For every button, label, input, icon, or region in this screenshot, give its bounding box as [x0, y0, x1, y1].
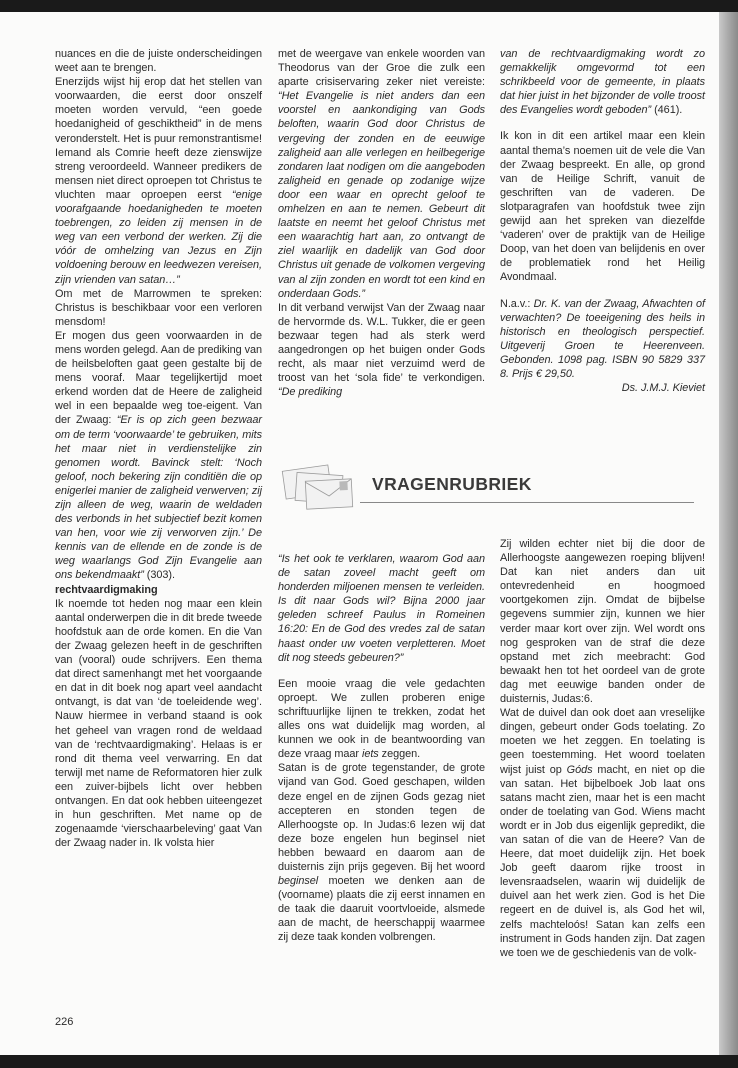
paragraph: Een mooie vraag die vele gedachten oproept. We zullen proberen enige schriftuurlijke lijnen te trekken, zodat het alles ons wat duidelijk mag worden, al kunnen we ook in de beantwoording van deze vraag maar iets zeggen. — [278, 677, 485, 761]
paragraph: met de weergave van enkele woorden van Theodorus van der Groe die zulk een aparte crisiservaring zeker niet vereiste: “Het Evangelie is niet anders dan een voorstel en aankondiging van Gods beloften, waarin God door Christus de vergeving der zonden en de eeuwige zaligheid aan alle verlegen en heilbegerige zondaren laat nodigen om die aangeboden zaligheid en genade op zodanige wijze door een waar en oprecht geloof te omhelzen en aan te nemen. Gebeurt dit laatste en neemt het geloof Christus met een waarachtig hart aan, zo ontvangt de ziel waarlijk en dadelijk van God door Christus uit genade de volkomen vergeving van al zijn zonden en wordt tot een kind en onderdaan Gods.” — [278, 48, 485, 300]
column-right-top — [500, 47, 705, 395]
quote: “Er is op zich geen bezwaar om de term ‘voorwaarde’ te gebruiken, mits het maar niet in verdienstelijke zin genomen wordt. Bavinck stelt: ‘Noch geloof, noch bekering zijn conditiën die op enigerlei manier de zaligheid verwerven; zij zijn alleen de weg, waarin de weldaden des verbonds in het subjectief bezit komen van hen, voor wie zij verworven zijn.’ De kennis van de ellende en de zonde is de weg waarlangs God Zijn Evangelie aan ons bekendmaakt” — [55, 414, 262, 582]
paragraph: nuances en die de juiste onderscheidingen weet aan te brengen. — [55, 48, 262, 75]
paragraph: Om met de Marrowmen te spreken: Christus is beschikbaar voor een verloren mensdom! — [55, 287, 262, 328]
quote: van de rechtvaardigmaking wordt zo gemakkelijk omgevormd tot een schrikbeeld voor de gemeente, in plaats dat hier juist in het bijzonder de volle troost des Evangelies wordt geboden” — [500, 48, 705, 117]
paragraph: Er mogen dus geen voorwaarden in de mens worden gelegd. Aan de prediking van de heilsbeloften gaat geen gestalte bij de mens vooraf. Maar tegelijkertijd moet erkend worden dat de Heere de zaligheid wel in een bepaalde weg toe-eigent. Van der Zwaag: “Er is op zich geen bezwaar om de term ‘voorwaarde’ te gebruiken, mits het maar niet in verdienstelijke zin genomen wordt. Bavinck stelt: ‘Noch geloof, noch bekering zijn conditiën die op enigerlei manier de zaligheid verwerven; zij zijn alleen de weg, waarin de weldaden des verbonds in het subjectief bezit komen van hen, voor wie zij verworven zijn.’ De kennis van de ellende en de zonde is de weg waarlangs God Zijn Evangelie aan ons bekendmaakt” (303). — [55, 329, 262, 582]
rubric-title: VRAGENRUBRIEK — [372, 474, 532, 494]
column-left — [55, 47, 262, 850]
scan-top-border — [0, 0, 738, 12]
column-right-bottom — [500, 537, 705, 960]
paragraph: van de rechtvaardigmaking wordt zo gemakkelijk omgevormd tot een schrikbeeld voor de gemeente, in plaats dat hier juist in het bijzonder de volle troost des Evangelies wordt geboden” (461). — [500, 48, 705, 117]
paragraph: Satan is de grote tegenstander, de grote vijand van God. Goed geschapen, wilden deze engel en de zijnen Gods gezag niet accepteren en stonden tegen de Allerhoogste op. In Judas:6 lezen wij dat deze boze engelen hun beginsel niet hebben bewaard en daarom aan de duisternis zijn prijs gegeven. Bij het woord beginsel moeten we denken aan de (voorname) plaats die zij eerst innamen en de taak die daaruit voortvloeide, alsmede aan de macht, de heerschappij waarmee zij deze taak konden volbrengen. — [278, 762, 485, 944]
scan-right-edge — [719, 12, 738, 1055]
rubric-banner — [278, 460, 708, 520]
paragraph: In dit verband verwijst Van der Zwaag naar de hervormde ds. W.L. Tukker, die er geen bezwaar tegen had als sterk werd aangedrongen op het buigen onder Gods recht, als maar niet verzuimd werd de troost van het ‘sola fide’ te verkondigen. “De prediking — [278, 301, 485, 399]
title-underline — [360, 502, 694, 503]
envelope-stack-icon — [278, 460, 362, 520]
scan-bottom-border — [0, 1055, 738, 1068]
reader-question: “Is het ook te verklaren, waarom God aan de satan zoveel macht geeft om honderden miljoenen mensen te verleiden. Is dit naar Gods wil? Bijna 2000 jaar geleden schreef Paulus in Romeinen 16:20: En de God des vredes zal de satan haast onder uw voeten verpletteren. Moet dit nog steeds gebeuren?” — [278, 553, 485, 664]
paragraph: Wat de duivel dan ook doet aan vreselijke dingen, gebeurt onder Gods toelating. Zo moeten we het zeggen. En toelating is geen toestemming. Het woord toelaten wijst juist op Góds macht, en niet op die van satan. Het bijbelboek Job laat ons satans macht zien, maar het is een macht onder de toelating van God. Wiens macht wordt er in Job dus eigenlijk gepredikt, die van satan of die van de Heere? Van de Heere, dat moet duidelijk zijn. Het boek Job geeft daarom rijke troost in levensraadselen, waarin wij duidelijk de duivel aan het werk zien. God is het Die regeert en de duivel is, als God het wil, zelfs machteloós! Satan kan zelfs een instrument in Gods handen zijn. Dat zagen we toen we de geschiedenis van de volk- — [500, 707, 705, 959]
paragraph: Ik kon in dit een artikel maar een klein aantal thema’s noemen uit de vele die Van der Zwaag bespreekt. En alle, op grond van de Heilige Schrift, vanuit de geschriften van de vaderen. De slotparagrafen van hoofdstuk twee zijn gewijd aan het spreken van diezelfde ‘vaderen’ over de praktijk van de Heilige Doop, van het doen van belijdenis en over de problematiek rond het Heilig Avondmaal. — [500, 130, 705, 284]
paragraph: Enerzijds wijst hij erop dat het stellen van voorwaarden, die eerst door onszelf moeten worden vervuld, “een goede hoedanigheid of geschiktheid” in de mens veronderstelt. Het is puur remonstrantisme! Iemand als Comrie heeft deze zienswijze streng veroordeeld. Wanneer predikers de mensen niet direct oproepen tot Christus te vluchten maar oproepen eerst “enige voorafgaande hoedanigheden te moeten toebrengen, zo leiden zij mensen in de weg van een verbond der werken. Zij die vóór de omhelzing van Jezus en Zijn voldoening berouw en leedwezen vereisen, zijn vrienden van satan…” — [55, 76, 262, 286]
paragraph: Zij wilden echter niet bij die door de Allerhoogste aangewezen roeping blijven! Dat kan niet anders dan uit ontevredenheid en hoogmoed voortgekomen zijn. Omdat de bijbelse gegevens summier zijn, kunnen we hier verder maar kort over zijn. Wel wordt ons nog gesproken van de straf die deze opstand met zich meebracht: God bewaakt hen tot het oordeel van de grote dag met eeuwige banden onder de duisternis, Judas:6. — [500, 538, 705, 706]
column-middle-bottom — [278, 552, 485, 945]
quote: “De prediking — [278, 386, 343, 399]
author-signature: Ds. J.M.J. Kieviet — [621, 382, 705, 395]
paragraph: Ik noemde tot heden nog maar een klein aantal onderwerpen die in dit brede tweede hoofdstuk aan de orde komen. En die Van der Zwaag gelezen heeft in de geschriften van (vooral) oude schrijvers. Een thema dat direct samenhangt met het voorgaande en dat in dit boek nog apart veel aandacht ontvangt, is dat van ‘de toeleidende weg’. Nauw hiermee in verband staand is ook het geheel van vragen rond de weldaad van de ‘rechtvaardigmaking’. Helaas is er rond dit thema veel verwarring. En dat terwijl met name de Reformatoren hier zulk een zuiver-bijbels licht over hebben ontvangen. En dat ook hebben uiteengezet in hun geschriften. Met name op de zogenaamde ‘vierschaarbeleving’ gaat Van der Zwaag nader in. Ik volsta hier — [55, 597, 262, 850]
quote: “Het Evangelie is niet anders dan een voorstel en aankondiging van Gods beloften, waarin God door Christus de vergeving der zonden en de eeuwige zaligheid aan alle verlegen en heilbegerige zondaren laat nodigen om die aangeboden zaligheid en genade op zodanige wijze door een waar en oprecht geloof te omhelzen en aan te nemen. Gebeurt dit laatste en neemt het geloof Christus met een waarachtig hart aan, zo ontvangt de ziel waarlijk en dadelijk van God door Christus uit genade de volkomen vergeving van al zijn zonden en wordt tot een kind en onderdaan Gods.” — [278, 90, 485, 300]
section-heading: rechtvaardigmaking — [55, 583, 158, 596]
quote: “enige voorafgaande hoedanigheden te moeten toebrengen, zo leiden zij mensen in de weg van een verbond der werken. Zij die vóór de omhelzing van Jezus en Zijn voldoening berouw en leedwezen vereisen, zijn vrienden van satan…” — [55, 188, 262, 286]
page-number: 226 — [55, 1016, 74, 1028]
column-middle-top — [278, 47, 485, 399]
book-reference: N.a.v.: Dr. K. van der Zwaag, Afwachten of verwachten? De toeeigening des heils in historisch en theologisch perspectief. Uitgeverij Groen te Heerenveen. Gebonden. 1098 pag. ISBN 90 5829 337 8. Prijs € 29,50. — [500, 297, 705, 380]
